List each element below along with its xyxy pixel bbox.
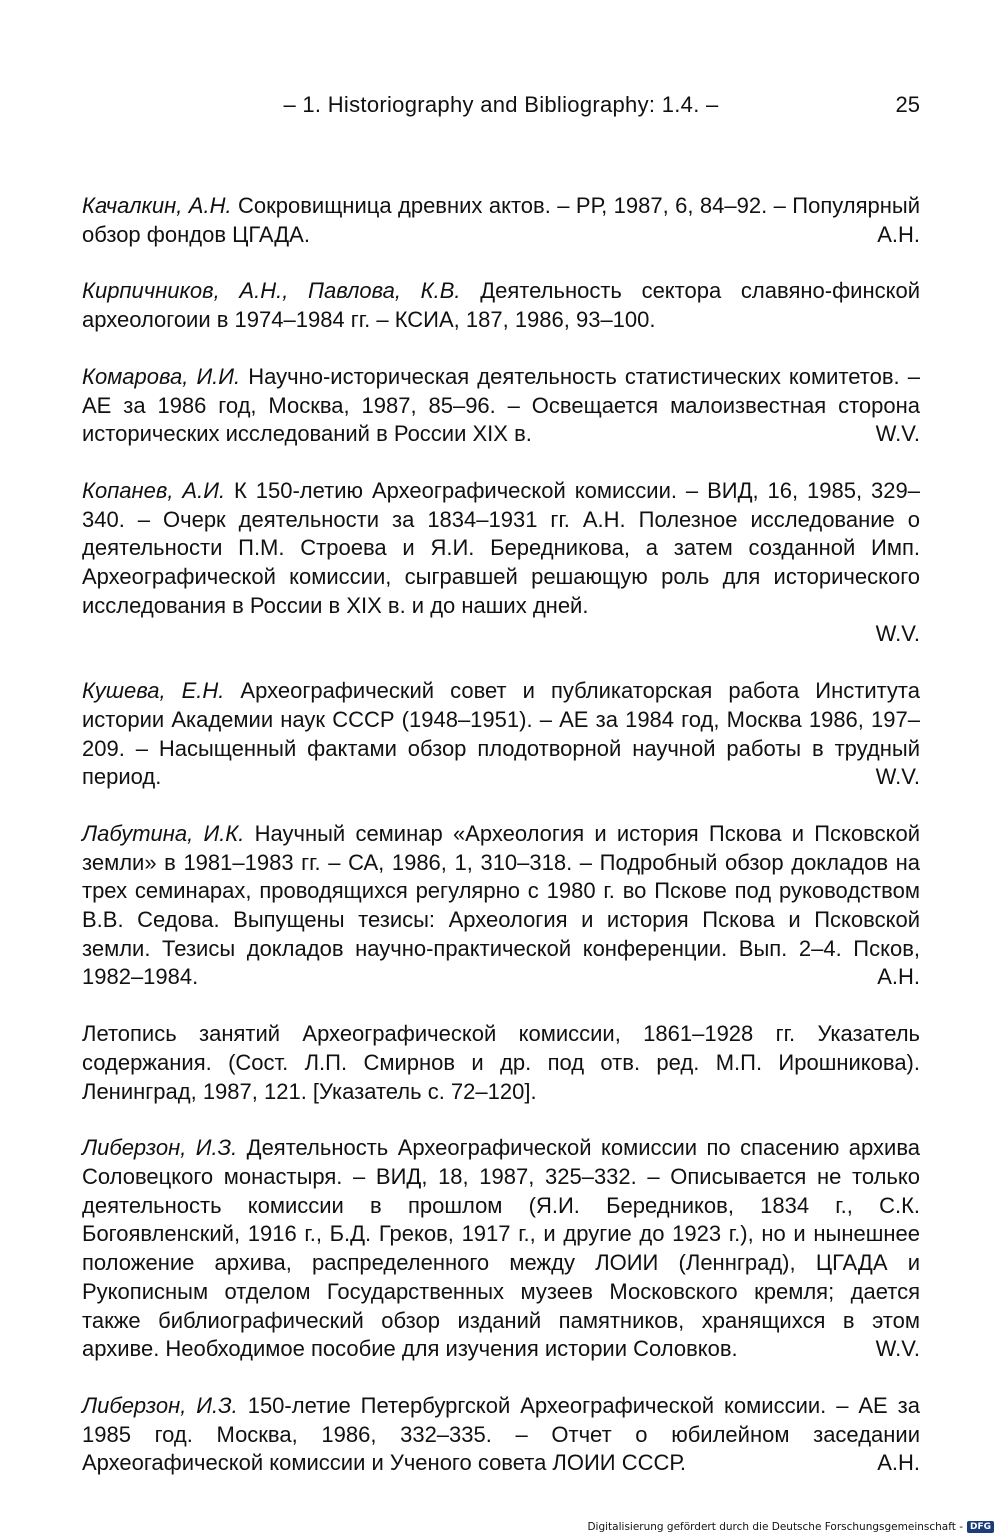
entry-initials: A.H.: [877, 1450, 920, 1476]
entry-text: Деятельность сектора славяно-финской археологоии в 1974–1984 гг. – КСИА, 187, 1986, 93–100.: [82, 278, 920, 333]
entry-text: Деятельность Археографической комиссии по спасению архива Соловецкого монастыря. – ВИД, 18, 1987, 325–332. – Описывается не только деятельность комиссии в прошлом (Я.И. Бередников, 1834 г., С.К. Богоявленский, 1916 г., Б.Д. Греков, 1917 г., и другие до 1923 г.), но и нынешнее положение архива, распределенного между ЛОИИ (Леннград), ЦГАДА и Рукописным отделом Государственных музеев Московского кремля; дается также библиографический обзор изданий памятников, хранящихся в этом архиве. Необходимое пособие для изучения истории Соловков.: [82, 1135, 920, 1362]
running-title: – 1. Historiography and Bibliography: 1.4. –: [283, 92, 719, 117]
bibliography-entry: [82, 477, 920, 649]
bibliography-entry: [82, 1392, 920, 1478]
entry-text: К 150-летию Археографической комиссии. – ВИД, 16, 1985, 329–340. – Очерк деятельности за 1834–1931 гг. А.Н. Полезное исследование о деятельности П.М. Строева и Я.И. Бередникова, а затем созданной Имп. Археографической комиссии, сыгравшей решающую роль для исторического исследования в России в XIX в. и до наших дней.: [82, 477, 920, 618]
entry-initials: W.V.: [875, 621, 920, 647]
entry-initials: W.V.: [875, 1336, 920, 1362]
entry-text: Летопись занятий Археографической комиссии, 1861–1928 гг. Указатель содержания. (Сост. Л.П. Смирнов и др. под отв. ред. М.П. Ирошникова). Ленинград, 1987, 121. [Указатель с. 72–120].: [82, 1021, 920, 1104]
bibliography-entry: [82, 820, 920, 992]
footer-text: Digitalisierung gefördert durch die Deutsche Forschungsgemeinschaft -: [587, 1521, 963, 1533]
entry-initials: A.H.: [877, 964, 920, 990]
dfg-logo: DFG: [967, 1521, 994, 1533]
bibliography-entry: [82, 192, 920, 249]
page-header: [82, 92, 920, 124]
bibliography-entry: [82, 1020, 920, 1106]
entry-text: Сокровищница древних актов. – РР, 1987, 6, 84–92. – Популярный обзор фондов ЦГАДА.: [82, 193, 920, 247]
entry-initials: W.V.: [875, 764, 920, 790]
entry-initials: A.H.: [877, 221, 920, 247]
bibliography-entry: [82, 277, 920, 334]
bibliography-entry: [82, 363, 920, 449]
page-number: 25: [895, 92, 920, 117]
entry-author: Лабутина, И.К.: [82, 820, 245, 846]
bibliography-entry: [82, 677, 920, 792]
entry-author: Либерзон, И.З.: [82, 1392, 238, 1418]
entry-author: Кирпичников, А.Н., Павлова, К.В.: [82, 278, 461, 304]
entry-text: 150-летие Петербургской Археографической комиссии. – АЕ за 1985 год. Москва, 1986, 332–335. – Отчет о юбилейном заседании Археогафической комиссии и Ученого совета ЛОИИ СССР.: [82, 1392, 920, 1476]
entry-author: Копанев, А.И.: [82, 477, 226, 503]
entry-author: Комарова, И.И.: [82, 363, 241, 389]
entry-author: Либерзон, И.З.: [82, 1135, 238, 1161]
entry-author: Кушева, Е.Н.: [82, 678, 225, 704]
digitization-footer: [587, 1521, 994, 1533]
bibliography-entries: [82, 170, 920, 1506]
entry-text: Научный семинар «Археология и история Пскова и Псковской земли» в 1981–1983 гг. – СА, 1986, 1, 310–318. – Подробный обзор докладов на трех семинарах, проводящихся регулярно с 1980 г. во Пскове под руководством В.В. Седова. Выпущены тезисы: Археология и история Пскова и Псковской земли. Тезисы докладов научно-практической конференции. Вып. 2–4. Псков, 1982–1984.: [82, 820, 920, 990]
entry-text: Научно-историческая деятельность статистических комитетов. – АЕ за 1986 год, Москва, 1987, 85–96. – Освещается малоизвестная сторона исторических исследований в России XIX в.: [82, 363, 920, 447]
entry-author: Качалкин, А.Н.: [82, 193, 232, 218]
entry-text: Археографический совет и публикаторская работа Института истории Академии наук СССР (1948–1951). – АЕ за 1984 год, Москва 1986, 197–209. – Насыщенный фактами обзор плодотворной научной работы в трудный период.: [82, 678, 920, 790]
entry-initials: W.V.: [875, 421, 920, 447]
bibliography-entry: [82, 1134, 920, 1364]
